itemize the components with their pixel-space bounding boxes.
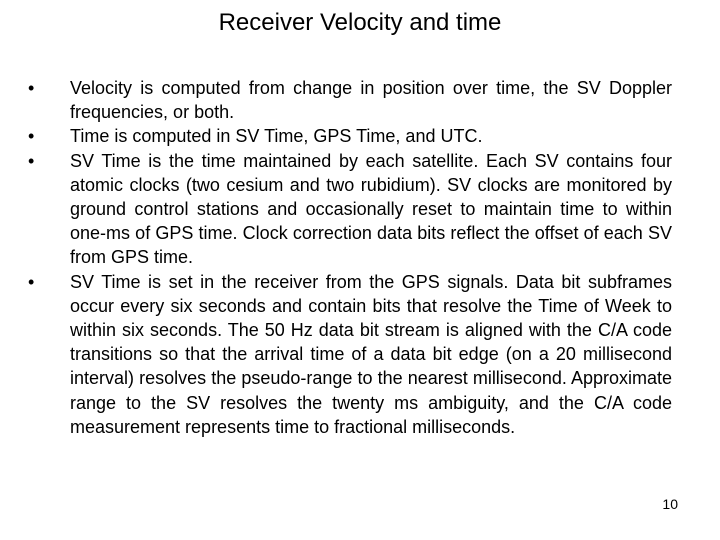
bullet-item-receiver-time — [28, 270, 672, 439]
bullet-item-velocity — [28, 76, 672, 124]
bullet-list — [28, 76, 672, 439]
page-number: 10 — [662, 496, 678, 512]
bullet-text: Velocity is computed from change in position over time, the SV Doppler frequencies, or both. — [70, 78, 672, 123]
bullet-text: SV Time is the time maintained by each satellite. Each SV contains four atomic clocks (two cesium and two rubidium). SV clocks are monitored by ground control stations and occasionally reset to maintain time to within one-ms of GPS time. Clock correction data bits reflect the offset of each SV from GPS time. — [70, 150, 672, 268]
bullet-icon: • — [28, 271, 35, 292]
slide-title: Receiver Velocity and time — [218, 9, 502, 36]
bullet-icon: • — [28, 78, 35, 98]
bullet-icon: • — [28, 126, 35, 147]
bullet-item-time-systems — [28, 124, 672, 148]
bullet-icon: • — [28, 150, 35, 171]
bullet-text: Time is computed in SV Time, GPS Time, and UTC. — [70, 126, 483, 147]
bullet-item-sv-time — [28, 149, 672, 270]
bullet-text: SV Time is set in the receiver from the GPS signals. Data bit subframes occur every six seconds and contain bits that resolve the Time of Week to within six seconds. The 50 Hz data bit stream is aligned with the C/A code transitions so that the arrival time of a data bit edge (on a 20 millisecond interval) resolves the pseudo-range to the nearest millisecond. Approximate range to the SV resolves the twenty ms ambiguity, and the C/A code measurement represents time to fractional milliseconds. — [70, 271, 672, 437]
